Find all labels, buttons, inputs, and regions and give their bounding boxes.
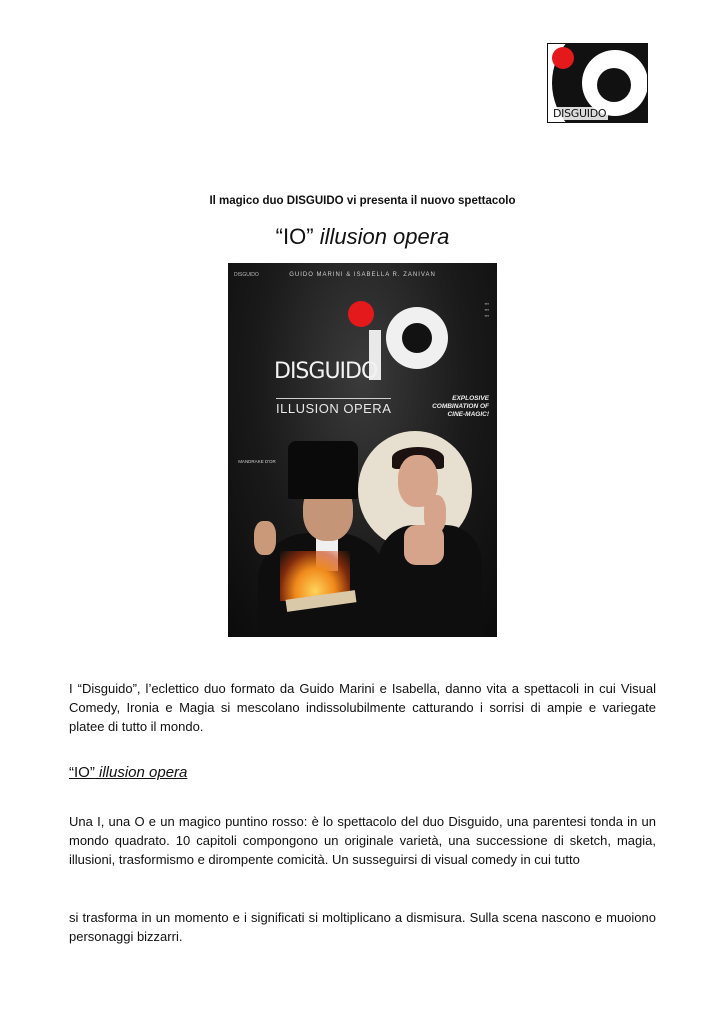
poster-subtitle: ILLUSION OPERA: [276, 398, 391, 416]
poster-award-laurel: MANDRAKE D'OR: [238, 459, 276, 464]
poster-claim: EXPLOSIVE COMBINATION OF CINE-MAGIC!: [432, 395, 489, 418]
page-title: [0, 224, 725, 250]
poster-brand: DISGUIDO: [274, 359, 378, 384]
poster-performers: GUIDO MARINI & ISABELLA R. ZANIVAN: [289, 272, 436, 278]
section-heading: [69, 764, 187, 781]
intro-kicker: Il magico duo DISGUIDO vi presenta il nuovo spettacolo: [209, 195, 516, 207]
poster-red-dot: [348, 301, 374, 327]
poster-man-hand: [254, 521, 276, 555]
continuation-paragraph: si trasforma in un momento e i significati si moltiplicano a dismisura. Sulla scena nascono e muoiono personaggi bizzarri.: [69, 910, 656, 944]
logo-red-dot: [552, 47, 574, 69]
show-poster: [228, 263, 497, 637]
logo-o-hole: [597, 68, 631, 102]
title-italic: illusion opera: [319, 224, 450, 249]
heading-italic: illusion opera: [99, 764, 188, 781]
logo-i-bar: [562, 68, 573, 110]
poster-woman-hand: [424, 495, 446, 533]
heading-prefix: “IO”: [69, 764, 95, 781]
title-prefix: “IO”: [275, 224, 314, 249]
poster-side-credits: ▪▪▪ ▪▪▪ ▪▪▪: [484, 301, 489, 318]
intro-paragraph: I “Disguido”, l’eclettico duo formato da Guido Marini e Isabella, danno vita a spettacoli in cui Visual Comedy, Ironia e Magia si mescolano indissolubilmente catturando i sorrisi di ampie e variegate platee di tutto il mondo.: [69, 681, 656, 734]
poster-man-hat: [288, 441, 358, 499]
poster-o-hole: [402, 323, 432, 353]
description-paragraph: Una I, una O e un magico puntino rosso: è lo spettacolo del duo Disguido, una parentesi tonda in un mondo quadrato. 10 capitoli compongono un originale varietà, una successione di sketch, magia, illusioni, trasformismo e dirompente comicità. Un susseguirsi di visual comedy in cui tutto: [69, 814, 656, 867]
disguido-logo: [547, 43, 648, 123]
logo-wordmark: DISGUIDO: [553, 107, 607, 120]
poster-corner-mark: DISGUIDO: [234, 272, 259, 278]
